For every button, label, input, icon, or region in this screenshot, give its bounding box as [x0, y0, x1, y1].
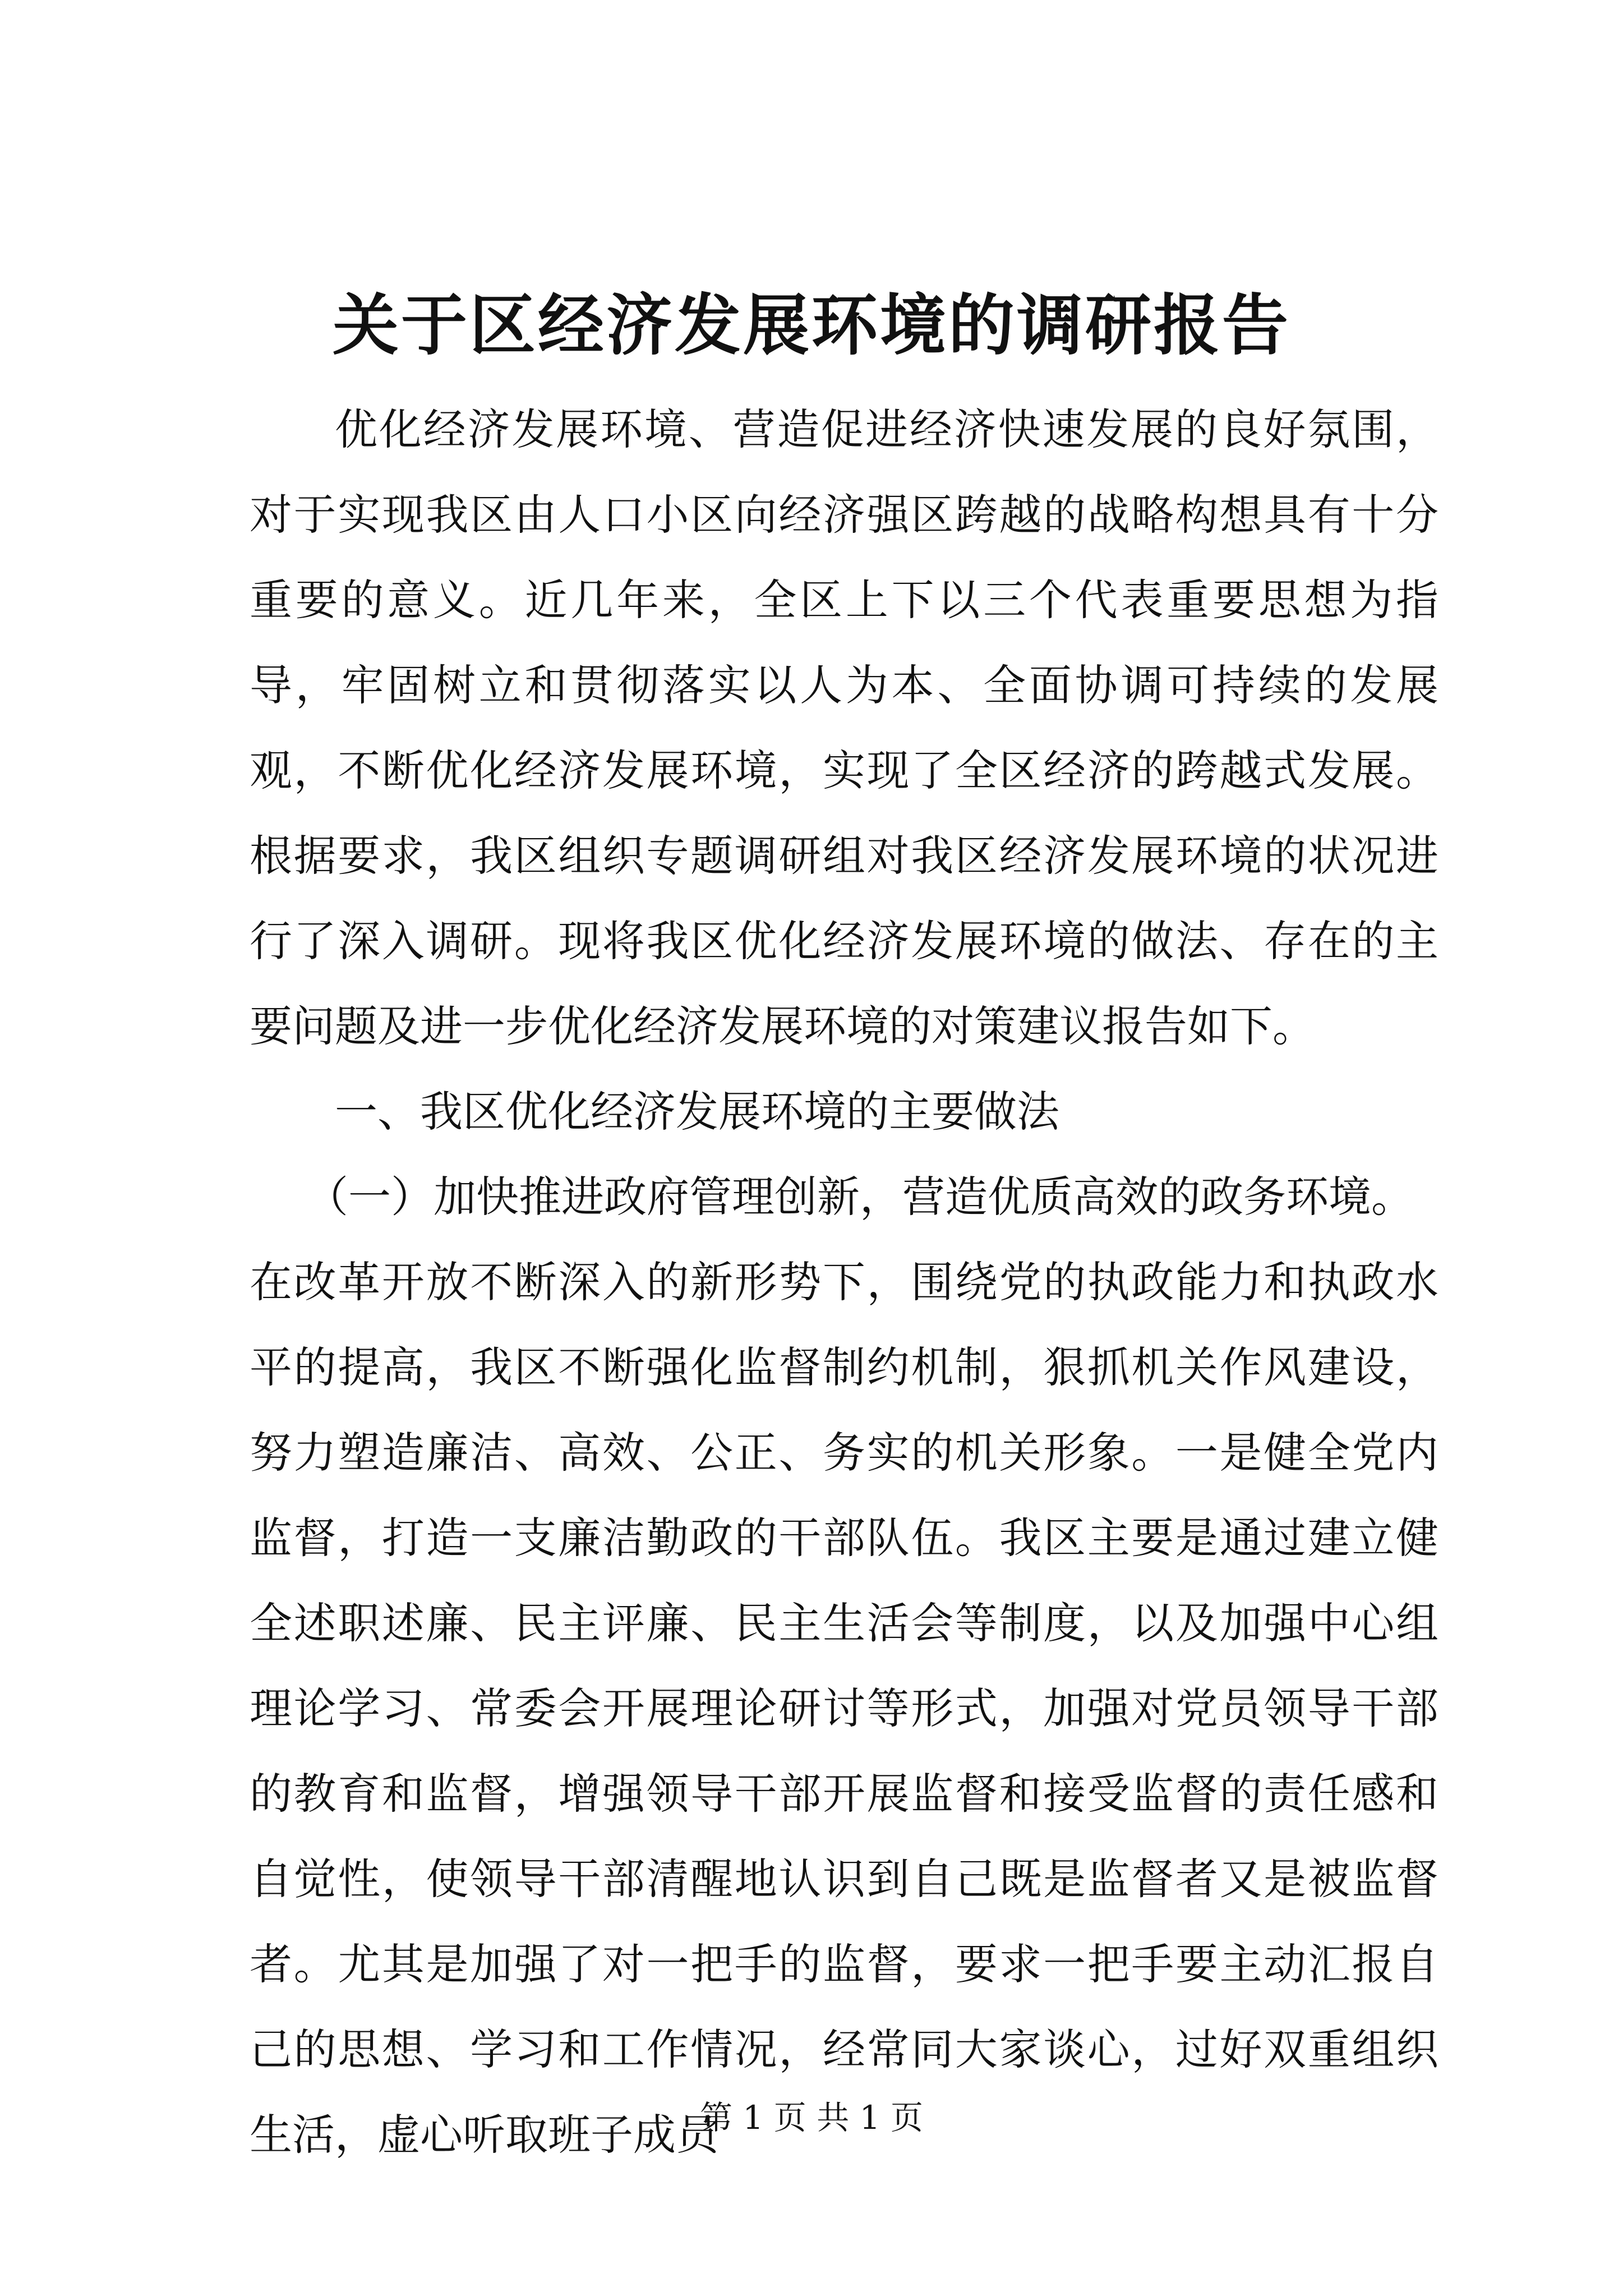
document-title: 关于区经济发展环境的调研报告 [332, 286, 1290, 364]
subsection-heading: （一）加快推进政府管理创新，营造优质高效的政务环境。 [306, 1172, 1414, 1222]
subsection-paragraph: 在改革开放不断深入的新形势下，围绕党的执政能力和执政水平的提高，我区不断强化监督制约机制，狠抓机关作风建设，努力塑造廉洁、高效、公正、务实的机关形象。一是健全党内监督，打造一支廉洁勤政的干部队伍。我区主要是通过建立健全述职述廉、民主评廉、民主生活会等制度，以及加强中心组理论学习、常委会开展理论研讨等形式，加强对党员领导干部的教育和监督，增强领导干部开展监督和接受监督的责任感和自觉性，使领导干部清醒地认识到自己既是监督者又是被监督者。尤其是加强了对一把手的监督，要求一把手要主动汇报自己的思想、学习和工作情况，经常同大家谈心，过好双重组织生活，虚心听取班子成员 [250, 1257, 1438, 2160]
page-footer: 第 1 页 共 1 页 [700, 2099, 923, 2137]
intro-paragraph: 优化经济发展环境、营造促进经济快速发展的良好氛围，对于实现我区由人口小区向经济强区跨越的战略构想具有十分重要的意义。近几年来，全区上下以三个代表重要思想为指导，牢固树立和贯彻落实以人为本、全面协调可持续的发展观，不断优化经济发展环境，实现了全区经济的跨越式发展。根据要求，我区组织专题调研组对我区经济发展环境的状况进行了深入调研。现将我区优化经济发展环境的做法、存在的主要问题及进一步优化经济发展环境的对策建议报告如下。 [250, 404, 1438, 1051]
document-body [250, 387, 1438, 2178]
section-heading: 一、我区优化经济发展环境的主要做法 [335, 1087, 1059, 1137]
